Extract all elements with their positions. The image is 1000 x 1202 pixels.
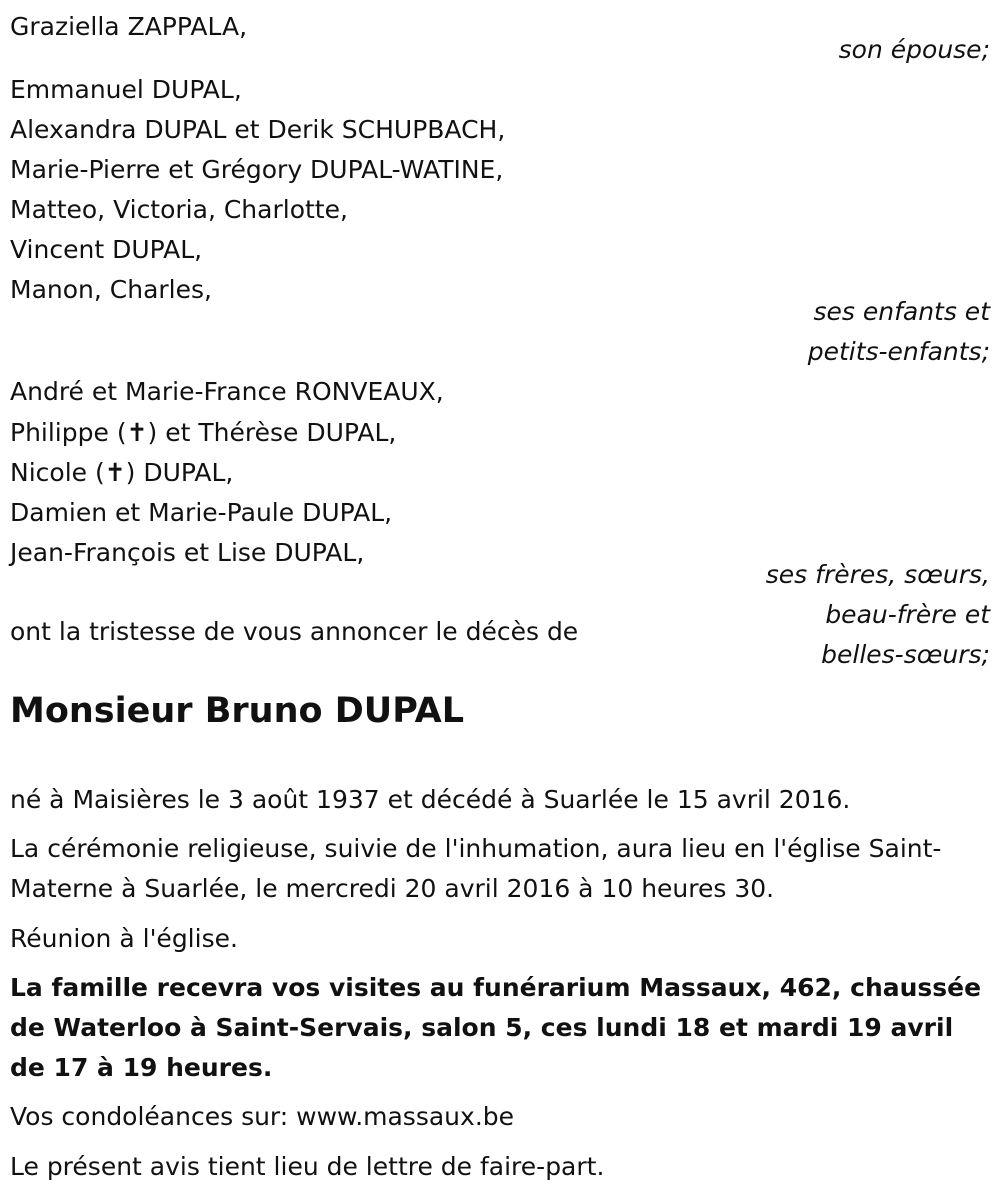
siblings-relation: belles-sœurs; xyxy=(821,640,990,669)
child-name: Emmanuel DUPAL, xyxy=(10,75,242,104)
meeting-paragraph: Réunion à l'église. xyxy=(10,924,238,953)
grandchild-names: Matteo, Victoria, Charlotte, xyxy=(10,195,348,224)
children-relation: petits-enfants; xyxy=(807,337,990,366)
spouse-name: Graziella ZAPPALA, xyxy=(10,12,248,41)
condolences-paragraph: Vos condoléances sur: www.massaux.be xyxy=(10,1102,515,1131)
siblings-relation: ses frères, sœurs, xyxy=(765,560,990,589)
sibling-name: Jean-François et Lise DUPAL, xyxy=(10,538,365,567)
ceremony-paragraph: La cérémonie religieuse, suivie de l'inhumation, aura lieu en l'église Saint-Materne à Suarlée, le mercredi 20 avril 2016 à 10 heures 30. xyxy=(10,834,942,903)
sibling-name: André et Marie-France RONVEAUX, xyxy=(10,377,444,406)
sibling-name: Nicole (✝) DUPAL, xyxy=(10,458,234,487)
deceased-name: Monsieur Bruno DUPAL xyxy=(10,691,465,731)
sibling-name: Philippe (✝) et Thérèse DUPAL, xyxy=(10,418,397,447)
child-name: Alexandra DUPAL et Derik SCHUPBACH, xyxy=(10,115,506,144)
announcement-text: ont la tristesse de vous annoncer le décès de xyxy=(10,617,579,646)
children-relation: ses enfants et xyxy=(813,297,990,326)
visits-paragraph: La famille recevra vos visites au funérarium Massaux, 462, chaussée de Waterloo à Saint-Servais, salon 5, ces lundi 18 et mardi 19 avril de 17 à 19 heures. xyxy=(10,973,982,1082)
child-name: Vincent DUPAL, xyxy=(10,235,203,264)
birth-death-paragraph: né à Maisières le 3 août 1937 et décédé à Suarlée le 15 avril 2016. xyxy=(10,785,851,814)
sibling-name: Damien et Marie-Paule DUPAL, xyxy=(10,498,393,527)
child-name: Marie-Pierre et Grégory DUPAL-WATINE, xyxy=(10,155,504,184)
spouse-relation: son épouse; xyxy=(838,35,990,64)
notice-paragraph: Le présent avis tient lieu de lettre de faire-part. xyxy=(10,1152,605,1181)
siblings-relation: beau-frère et xyxy=(825,600,990,629)
grandchild-names: Manon, Charles, xyxy=(10,275,212,304)
